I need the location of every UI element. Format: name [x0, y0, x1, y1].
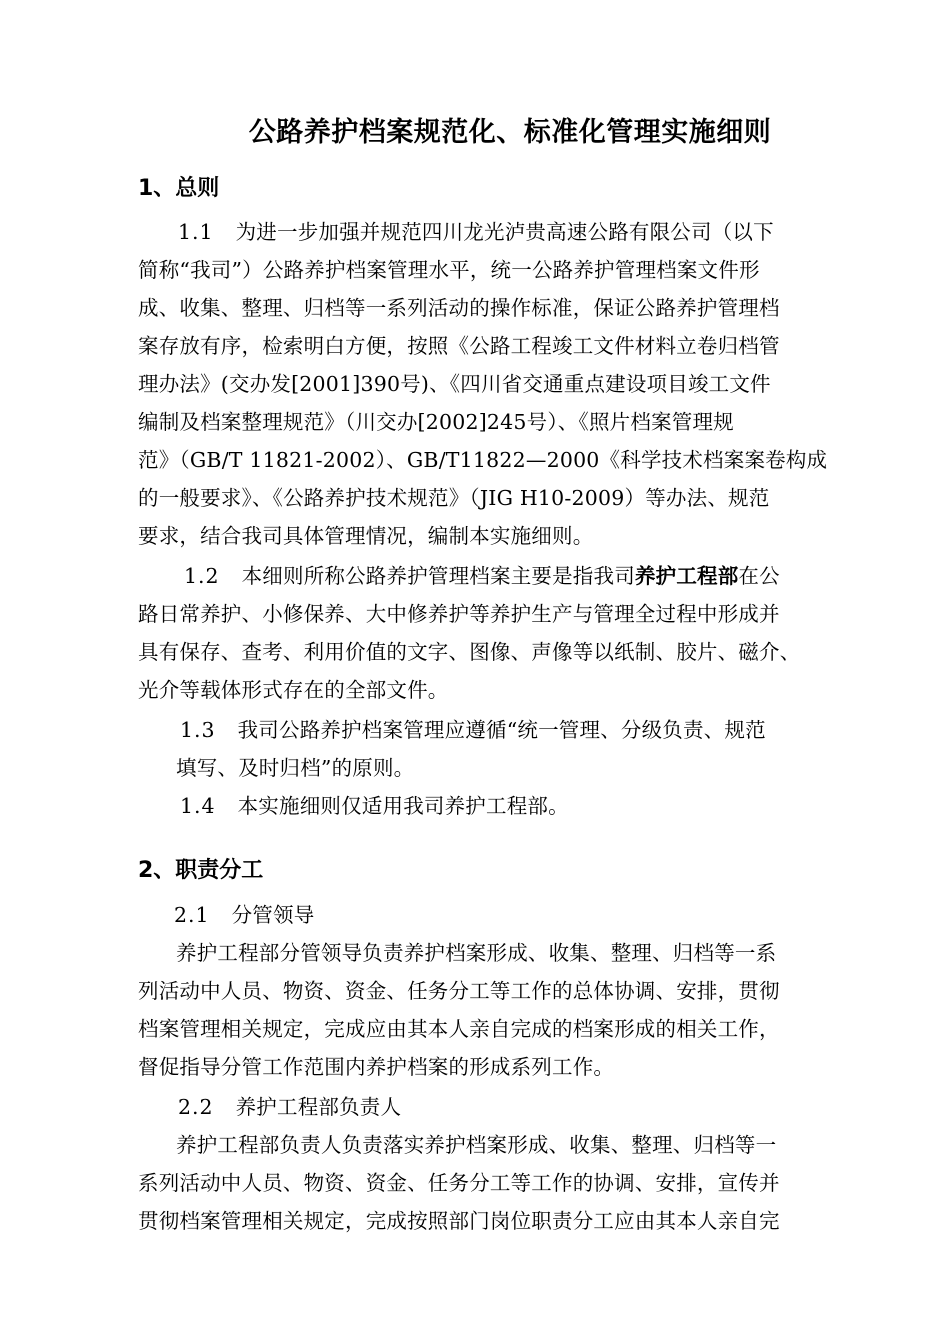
subsection-2-2-heading: [178, 1092, 898, 1122]
emphasis-text: 养护工程部: [634, 564, 739, 588]
paragraph-1-2-line-4: 光介等载体形式存在的全部文件。: [138, 678, 449, 702]
subsection-2-1-heading: [174, 900, 894, 930]
subsection-label: 养护工程部负责人: [235, 1095, 402, 1119]
clause-number: 2.2: [178, 1095, 214, 1119]
paragraph-1-2-line-2: 路日常养护、小修保养、大中修养护等养护生产与管理全过程中形成并: [138, 602, 780, 626]
paragraph-1-3-line-2: 填写、及时归档”的原则。: [176, 756, 415, 780]
paragraph-1-4-line-1: [180, 791, 900, 821]
subsection-label: 分管领导: [231, 903, 315, 927]
paragraph-2-2-line-1: 养护工程部负责人负责落实养护档案形成、收集、整理、归档等一: [176, 1133, 777, 1157]
paragraph-1-1-line-6: 编制及档案整理规范》（川交办[2002]245号）、《照片档案管理规: [138, 410, 734, 434]
paragraph-2-1-line-3: 档案管理相关规定，完成应由其本人亲自完成的档案形成的相关工作，: [138, 1017, 780, 1041]
clause-number: 1.3: [180, 718, 216, 742]
paragraph-1-1-line-8: 的一般要求》、《公路养护技术规范》（JIG H10-2009）等办法、规范: [138, 486, 770, 510]
paragraph-text: 本实施细则仅适用我司养护工程部。: [237, 794, 569, 818]
clause-number: 1.4: [180, 794, 216, 818]
clause-number: 1.2: [184, 564, 220, 588]
paragraph-1-1-line-5: 理办法》(交办发[2001]390号)、《四川省交通重点建设项目竣工文件: [138, 372, 771, 396]
paragraph-2-1-line-1: 养护工程部分管领导负责养护档案形成、收集、整理、归档等一系: [176, 941, 777, 965]
paragraph-2-2-line-2: 系列活动中人员、物资、资金、任务分工等工作的协调、安排，宣传并: [138, 1171, 780, 1195]
paragraph-text: 本细则所称公路养护管理档案主要是指我司: [241, 564, 635, 588]
paragraph-1-2-line-3: 具有保存、查考、利用价值的文字、图像、声像等以纸制、胶片、磁介、: [138, 640, 801, 664]
paragraph-1-1-line-7: 范》（GB/T 11821-2002）、GB/T11822—2000《科学技术档案案卷构成: [138, 448, 828, 472]
paragraph-text: 为进一步加强并规范四川龙光泸贵高速公路有限公司（以下: [235, 220, 774, 244]
section-heading-general: 1、总则: [138, 176, 220, 201]
paragraph-1-1-line-3: 成、收集、整理、归档等一系列活动的操作标准，保证公路养护管理档: [138, 296, 780, 320]
paragraph-text: 在公: [738, 564, 780, 588]
paragraph-1-3-line-1: [180, 715, 900, 745]
paragraph-1-1-line-1: [178, 217, 898, 247]
paragraph-2-1-line-4: 督促指导分管工作范围内养护档案的形成系列工作。: [138, 1055, 615, 1079]
paragraph-1-1-line-4: 案存放有序，检索明白方便，按照《公路工程竣工文件材料立卷归档管: [138, 334, 780, 358]
clause-number: 1.1: [178, 220, 214, 244]
paragraph-2-2-line-3: 贯彻档案管理相关规定，完成按照部门岗位职责分工应由其本人亲自完: [138, 1209, 780, 1233]
section-heading-responsibilities: 2、职责分工: [138, 858, 264, 883]
paragraph-1-1-line-2: 简称“我司”）公路养护档案管理水平，统一公路养护管理档案文件形: [138, 258, 760, 282]
paragraph-1-1-line-9: 要求，结合我司具体管理情况，编制本实施细则。: [138, 524, 594, 548]
paragraph-1-2-line-1: [184, 561, 904, 591]
document-title: 公路养护档案规范化、标准化管理实施细则: [248, 117, 772, 148]
paragraph-text: 我司公路养护档案管理应遵循“统一管理、分级负责、规范: [237, 718, 766, 742]
clause-number: 2.1: [174, 903, 210, 927]
paragraph-2-1-line-2: 列活动中人员、物资、资金、任务分工等工作的总体协调、安排，贯彻: [138, 979, 780, 1003]
